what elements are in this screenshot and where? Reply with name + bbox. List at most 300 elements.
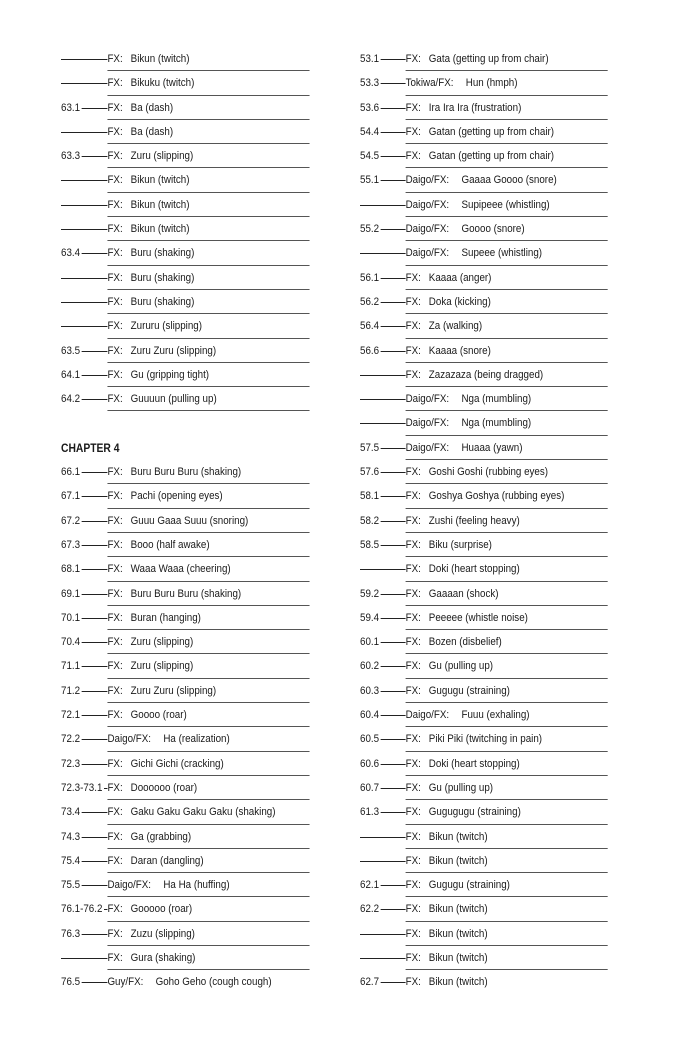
speaker-tag: FX: [107,806,123,819]
panel-reference: 67.1 [61,490,81,503]
sound-effect-text: Fuuu (exhaling) [461,709,530,722]
panel-reference: 71.1 [61,660,81,673]
leader-line [82,837,108,838]
panel-reference: 56.6 [360,344,380,357]
panel-reference: 56.1 [360,271,380,284]
panel-reference: 53.1 [360,53,380,65]
leader-line [360,399,406,400]
leader-line [82,496,108,497]
panel-reference: 63.3 [61,150,81,163]
sfx-entry [360,607,607,631]
entry-underline [406,483,608,484]
leader-line [360,861,406,862]
panel-reference: 56.4 [360,320,380,333]
sfx-entry [61,510,310,534]
sound-effect-text: Nga (mumbling) [461,393,532,406]
speaker-tag: FX: [107,563,123,576]
leader-line [381,788,406,789]
entry-underline [107,751,309,752]
sfx-entry [61,72,310,96]
entry-underline [406,969,608,970]
sfx-entry [61,631,310,655]
sfx-entry [61,315,310,339]
entry-underline [107,921,309,922]
entry-underline [406,435,608,436]
speaker-tag: FX: [107,125,123,138]
entry-underline [406,362,608,363]
entry-underline [107,240,309,241]
speaker-tag: FX: [405,660,421,673]
speaker-tag: Daigo/FX: [107,733,152,746]
speaker-tag: FX: [107,320,123,333]
sfx-entry [61,340,310,364]
entry-underline [107,945,309,946]
leader-line [82,861,108,862]
sound-effect-text: Gatan (getting up from chair) [428,150,555,163]
entry-underline [107,848,309,849]
entry-underline [406,945,608,946]
sound-effect-text: Gugugu (straining) [428,879,510,892]
sfx-entry [61,728,310,752]
leader-line [360,837,406,838]
sfx-entry [61,947,310,971]
sound-effect-text: Buru (shaking) [130,247,195,260]
sfx-entry [360,947,607,971]
entry-underline [406,872,608,873]
leader-line [381,229,406,230]
entry-underline [406,167,608,168]
sfx-entry [61,898,310,922]
sound-effect-text: Supeee (whistling) [461,247,543,260]
sound-effect-text: Ba (dash) [130,125,174,138]
speaker-tag: FX: [405,903,421,916]
leader-line [360,958,406,959]
leader-line [82,739,108,740]
leader-line [381,302,406,303]
panel-reference: 67.3 [61,538,81,551]
leader-line [381,132,406,133]
sfx-entry [61,97,310,121]
sound-effect-text: Zururu (slipping) [130,320,202,333]
sfx-entry [360,97,607,121]
leader-line [61,132,107,133]
panel-reference: 68.1 [61,563,81,576]
sfx-entry [360,680,607,704]
sfx-entry [360,121,607,145]
leader-line [82,351,108,352]
leader-line [82,934,108,935]
entry-underline [406,921,608,922]
speaker-tag: FX: [107,781,123,794]
leader-line [381,156,406,157]
entry-underline [107,143,309,144]
leader-line [61,83,107,84]
entry-underline [107,70,309,71]
sound-effect-text: Zuru (slipping) [130,150,194,163]
sound-effect-text: Gaaaa Goooo (snore) [461,174,557,187]
leader-line [82,594,108,595]
entry-underline [107,653,309,654]
sound-effect-text: Bozen (disbelief) [428,636,502,649]
sfx-entry [61,169,310,193]
sound-effect-text: Gaku Gaku Gaku Gaku (shaking) [130,806,276,819]
entry-underline [406,726,608,727]
speaker-tag: FX: [107,587,123,600]
leader-line [381,545,406,546]
sound-effect-text: Ga (grabbing) [130,830,192,843]
leader-line [82,982,108,983]
sfx-entry [61,680,310,704]
leader-line [82,545,108,546]
leader-line [82,618,108,619]
speaker-tag: FX: [107,660,123,673]
panel-reference: 75.5 [61,879,81,892]
entry-underline [406,678,608,679]
sfx-entry [61,753,310,777]
sfx-entry [61,242,310,266]
sound-effect-text: Zazazaza (being dragged) [428,368,544,381]
sound-effect-text: Gata (getting up from chair) [428,53,549,65]
entry-underline [406,459,608,460]
speaker-tag: FX: [107,490,123,503]
speaker-tag: FX: [405,368,421,381]
sfx-entry [360,461,607,485]
sound-effect-text: Piki Piki (twitching in pain) [428,733,543,746]
sfx-entry [360,826,607,850]
entry-underline [107,362,309,363]
sfx-entry [61,485,310,509]
entry-underline [107,483,309,484]
entry-underline [406,751,608,752]
sound-effect-text: Buran (hanging) [130,611,201,624]
speaker-tag: FX: [107,538,123,551]
speaker-tag: FX: [405,781,421,794]
speaker-tag: FX: [405,101,421,114]
sound-effect-text: Gu (pulling up) [428,660,494,673]
leader-line [61,278,107,279]
leader-line [381,715,406,716]
sfx-entry [360,437,607,461]
entry-underline [107,775,309,776]
entry-underline [107,532,309,533]
sound-effect-text: Goooo (snore) [461,223,525,236]
speaker-tag: FX: [405,976,421,989]
entry-underline [107,95,309,96]
panel-reference: 60.6 [360,757,380,770]
leader-line [360,423,406,424]
sound-effect-text: Buru Buru Buru (shaking) [130,587,242,600]
panel-reference: 59.2 [360,587,380,600]
panel-reference: 60.2 [360,660,380,673]
sound-effect-text: Bikun (twitch) [428,903,488,916]
panel-reference: 69.1 [61,587,81,600]
sfx-entry [61,121,310,145]
entry-underline [107,969,309,970]
entry-underline [406,240,608,241]
speaker-tag: FX: [405,854,421,867]
sound-effect-text: Huaaa (yawn) [461,441,523,454]
sound-effect-text: Waaa Waaa (cheering) [130,563,231,576]
leader-line [381,326,406,327]
speaker-tag: FX: [405,320,421,333]
sound-effect-text: Daran (dangling) [130,854,204,867]
sfx-entry [61,583,310,607]
panel-reference: 70.1 [61,611,81,624]
section-spacer [61,412,311,436]
sound-effect-text: Gu (pulling up) [428,781,494,794]
sound-effect-text: Bikun (twitch) [130,223,190,236]
sound-effect-text: Guuuun (pulling up) [130,393,217,406]
sfx-entry [360,801,607,825]
entry-underline [406,95,608,96]
sfx-entry [61,874,310,898]
entry-underline [107,265,309,266]
sound-effect-text: Zuru (slipping) [130,636,194,649]
speaker-tag: Daigo/FX: [405,393,450,406]
speaker-tag: FX: [405,879,421,892]
speaker-tag: FX: [405,830,421,843]
sound-effect-text: Doka (kicking) [428,295,491,308]
speaker-tag: Daigo/FX: [405,709,450,722]
entry-underline [406,605,608,606]
panel-reference: 63.4 [61,247,81,260]
speaker-tag: FX: [405,806,421,819]
entry-underline [406,896,608,897]
sfx-entry [61,364,310,388]
speaker-tag: FX: [405,684,421,697]
panel-reference: 63.5 [61,344,81,357]
leader-line [381,521,406,522]
leader-line [82,812,108,813]
sound-effect-text: Zuzu (slipping) [130,927,195,940]
speaker-tag: FX: [405,295,421,308]
panel-reference: 76.1-76.2 [61,903,103,916]
leader-line [82,691,108,692]
speaker-tag: FX: [107,927,123,940]
speaker-tag: FX: [405,150,421,163]
speaker-tag: FX: [405,53,421,65]
speaker-tag: FX: [107,830,123,843]
entry-underline [406,848,608,849]
leader-line [381,764,406,765]
speaker-tag: FX: [107,393,123,406]
leader-line [82,375,108,376]
leader-line [61,302,107,303]
entry-underline [107,678,309,679]
panel-reference: 72.1 [61,709,81,722]
leader-line [381,642,406,643]
sfx-entry [360,291,607,315]
leader-line [82,666,108,667]
speaker-tag: Tokiwa/FX: [405,77,454,90]
sfx-entry [61,461,310,485]
entry-underline [107,338,309,339]
sfx-column-left [61,48,311,996]
speaker-tag: FX: [405,514,421,527]
entry-underline [406,265,608,266]
panel-reference: 60.5 [360,733,380,746]
sound-effect-text: Zuru (slipping) [130,660,194,673]
leader-line [61,205,107,206]
speaker-tag: Daigo/FX: [405,441,450,454]
leader-line [61,180,107,181]
speaker-tag: FX: [107,709,123,722]
sound-effect-text: Bikuku (twitch) [130,77,195,90]
speaker-tag: FX: [107,757,123,770]
chapter-heading: CHAPTER 4 [61,440,120,455]
speaker-tag: FX: [405,344,421,357]
entry-underline [406,386,608,387]
entry-underline [406,192,608,193]
leader-line [82,521,108,522]
sound-effect-text: Goooo (roar) [130,709,187,722]
sound-effect-text: Buru (shaking) [130,271,195,284]
sound-effect-text: Booo (half awake) [130,538,210,551]
entry-underline [107,799,309,800]
leader-line [381,909,406,910]
sfx-entry [61,923,310,947]
leader-line [360,934,406,935]
leader-line [381,472,406,473]
speaker-tag: FX: [405,125,421,138]
sound-effect-text: Za (walking) [428,320,483,333]
panel-reference: 57.5 [360,441,380,454]
sound-effect-text: Bikun (twitch) [428,976,488,989]
sound-effect-text: Goho Geho (cough cough) [155,976,272,989]
speaker-tag: Daigo/FX: [107,879,152,892]
leader-line [381,982,406,983]
leader-line [381,812,406,813]
entry-underline [406,338,608,339]
speaker-tag: FX: [107,101,123,114]
sfx-entry [61,801,310,825]
panel-reference: 74.3 [61,830,81,843]
entry-underline [107,872,309,873]
sound-effect-text: Bikun (twitch) [130,174,190,187]
entry-underline [406,775,608,776]
sfx-entry [360,753,607,777]
entry-underline [406,824,608,825]
sound-effect-text: Zuru Zuru (slipping) [130,344,217,357]
sfx-entry [360,218,607,242]
sfx-entry [360,194,607,218]
sound-effect-text: Bikun (twitch) [428,927,488,940]
sfx-entry [360,850,607,874]
sound-effect-text: Gaaaan (shock) [428,587,499,600]
sound-effect-text: Ha Ha (huffing) [163,879,230,892]
sound-effect-text: Doki (heart stopping) [428,757,520,770]
entry-underline [406,556,608,557]
panel-reference: 63.1 [61,101,81,114]
entry-underline [406,702,608,703]
sfx-entry [61,388,310,412]
speaker-tag: FX: [107,344,123,357]
sound-effect-text: Gichi Gichi (cracking) [130,757,224,770]
panel-reference: 53.6 [360,101,380,114]
panel-reference: 62.1 [360,879,380,892]
entry-underline [107,581,309,582]
leader-line [381,59,406,60]
sound-effect-text: Bikun (twitch) [428,830,488,843]
sound-effect-text: Doooooo (roar) [130,781,198,794]
leader-line [82,399,108,400]
entry-underline [406,289,608,290]
sound-effect-text: Kaaaa (snore) [428,344,491,357]
panel-reference: 58.2 [360,514,380,527]
sound-effect-text: Zushi (feeling heavy) [428,514,520,527]
sfx-entry [360,48,607,72]
panel-reference: 71.2 [61,684,81,697]
leader-line [381,739,406,740]
speaker-tag: FX: [107,53,123,65]
entry-underline [107,192,309,193]
entry-underline [406,653,608,654]
panel-reference: 72.2 [61,733,81,746]
sfx-entry [61,971,310,995]
sound-effect-text: Gugugugu (straining) [428,806,521,819]
entry-underline [406,799,608,800]
panel-reference: 64.2 [61,393,81,406]
panel-reference: 60.7 [360,781,380,794]
sfx-entry [61,145,310,169]
panel-reference: 62.7 [360,976,380,989]
leader-line [82,156,108,157]
leader-line [82,108,108,109]
panel-reference: 59.4 [360,611,380,624]
sound-effect-text: Bikun (twitch) [130,53,190,65]
sfx-entry [61,291,310,315]
entry-underline [107,119,309,120]
sfx-entry [61,534,310,558]
panel-reference: 60.3 [360,684,380,697]
sfx-entry [360,145,607,169]
panel-reference: 53.3 [360,77,380,90]
entry-underline [107,629,309,630]
sound-effect-text: Pachi (opening eyes) [130,490,223,503]
sfx-entry [360,971,607,995]
panel-reference: 54.4 [360,125,380,138]
sound-effect-text: Gura (shaking) [130,951,196,964]
panel-reference: 58.1 [360,490,380,503]
panel-reference: 76.3 [61,927,81,940]
leader-line [82,253,108,254]
entry-underline [107,313,309,314]
sound-effect-text: Gu (gripping tight) [130,368,210,381]
leader-line [360,569,406,570]
sfx-entry [360,728,607,752]
leader-line [381,885,406,886]
leader-line [381,666,406,667]
speaker-tag: FX: [405,466,421,479]
sfx-entry [360,412,607,436]
speaker-tag: Daigo/FX: [405,247,450,260]
entry-underline [107,410,309,411]
leader-line [381,594,406,595]
leader-line [61,326,107,327]
sfx-entry [360,898,607,922]
speaker-tag: Daigo/FX: [405,223,450,236]
entry-underline [107,216,309,217]
panel-reference: 66.1 [61,466,81,479]
leader-line [360,375,406,376]
speaker-tag: FX: [107,247,123,260]
leader-line [360,205,406,206]
speaker-tag: FX: [107,223,123,236]
sound-effect-text: Ha (realization) [163,733,230,746]
sound-effect-text: Buru Buru Buru (shaking) [130,466,242,479]
entry-underline [406,629,608,630]
leader-line [61,59,107,60]
